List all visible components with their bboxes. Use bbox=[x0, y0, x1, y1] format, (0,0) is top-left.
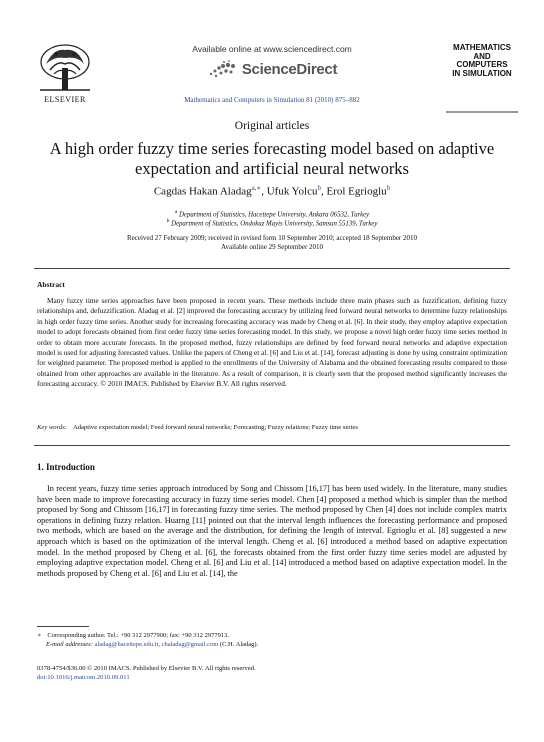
email-links[interactable]: aladag@hacettepe.edu.tr, chaladag@gmail.com bbox=[94, 641, 219, 648]
introduction-text: In recent years, fuzzy time series approach introduced by Song and Chissom [16,17] has been used widely. In the literature, many studies have been made to improve forecasting accuracy in fuzzy time series model. Chen [4] proposed a method which is simpler than the method proposed by Song and Chissom [16,17] in forecasting fuzzy time series. The method proposed by Chen [4] does not include complex matrix operations in defining fuzzy relation. Huarng [11] pointed out that the interval length influences the forecasting performance and proposed two methods, which are based on the average and the distribution, for defining the length of interval. Egrioglu et al. [8] suggested a new approach which is based on the optimization of the interval length. Cheng et al. [6] introduced a method based on adaptive expectation model. In the method proposed by Cheng et al. [6], the forecasts obtained from the first order fuzzy time series model are adjusted by employing adaptive expectation model. Cheng et al. [6] and Liu et al. [14] introduced a method based on adaptive expectation model. In the methods proposed by Cheng et al. [6] and Liu et al. [14], the bbox=[37, 484, 507, 578]
journal-logo-line: MATHEMATICS bbox=[453, 43, 511, 52]
affiliation bbox=[0, 218, 544, 227]
affiliation-text: Department of Statistics, Ondokuz Mayis University, Samsun 55139, Turkey bbox=[171, 220, 378, 228]
abstract-text: Many fuzzy time series approaches have been proposed in recent years. These methods include three main phases such as fuzzification, defining fuzzy relationships and, defuzzification. Aladag et al. [2] improved the forecasting accuracy by utilizing feed forward neural networks to determine fuzzy relationships in high order fuzzy time series. Another study for increasing forecasting accuracy was made by Cheng et al. [6]. In their study, they employ adaptive expectation model to adopt forecasts obtained from first order fuzzy time series forecasting model. In this study, we propose a novel high order fuzzy time series method in order to obtain more accurate forecasts. In the proposed method, fuzzy relationships are defined by feed forward neural networks and adaptive expectation model is used for adjusting forecasted values. Unlike the papers of Cheng et al. [6] and Liu et al. [14], forecast adjusting is done by using constraint optimization for weighted parameter. The proposed method is applied to the enrollments of the University of Alabama and the obtained forecasting results compared to those obtained from other approaches are available in the literature. As a result of comparison, it is clearly seen that the proposed method significantly increases the forecasting accuracy. bbox=[37, 296, 507, 389]
author-list: Cagdas Hakan Aladag$^{a,∗}$, Ufuk Yolcu$^b$, Erol Egrioglu$^b$ bbox=[153, 184, 391, 198]
section-heading: 1. Introduction bbox=[37, 462, 95, 472]
header-divider bbox=[34, 268, 510, 269]
footnote-email bbox=[37, 640, 516, 649]
footnote-contact: Corresponding author. Tel.: +90 312 2977900; fax: +90 312 2977913. bbox=[47, 632, 229, 639]
abstract-body bbox=[37, 296, 507, 390]
affiliation bbox=[0, 209, 544, 218]
keywords-label: Key words: bbox=[37, 424, 67, 431]
footnote-marker: ∗ bbox=[37, 632, 42, 639]
issn-line: 0378-4754/$36.00 © 2010 IMACS. Published by Elsevier B.V. All rights reserved. bbox=[37, 665, 256, 672]
journal-logo-line: IN SIMULATION bbox=[452, 68, 512, 78]
author-affiliation-mark[interactable]: a,∗ bbox=[251, 184, 262, 192]
article-type: Original articles bbox=[234, 120, 310, 132]
sciencedirect-dots-icon bbox=[207, 60, 237, 78]
journal-citation[interactable]: Mathematics and Computers in Simulation 81 (2010) 875–882 bbox=[184, 96, 360, 104]
abstract-divider bbox=[34, 445, 510, 446]
affiliation-text: Department of Statistics, Hacettepe University, Ankara 06532, Turkey bbox=[179, 211, 370, 219]
doi-link[interactable]: doi:10.1016/j.matcom.2010.09.011 bbox=[37, 674, 130, 681]
article-title: A high order fuzzy time series forecasting model based on adaptive expectation and artificial neural networks bbox=[49, 139, 495, 178]
journal-logo bbox=[446, 44, 518, 78]
abstract-copyright: © 2010 IMACS. Published by Elsevier B.V. All rights reserved. bbox=[100, 379, 287, 389]
journal-logo-line: COMPUTERS bbox=[456, 60, 508, 69]
author-affiliation-mark[interactable]: b bbox=[386, 184, 391, 192]
received-dates: Received 27 February 2009; received in revised form 10 September 2010; accepted 18 September 2010 bbox=[126, 234, 418, 242]
email-label: E-mail addresses: bbox=[46, 641, 93, 648]
available-date: Available online 29 September 2010 bbox=[220, 243, 324, 251]
journal-logo-underline bbox=[446, 111, 518, 113]
journal-logo-line: AND bbox=[473, 51, 491, 61]
author-name: Cagdas Hakan Aladag bbox=[153, 185, 252, 198]
email-owner: (C.H. Aladag). bbox=[219, 641, 259, 648]
available-online-text: Available online at www.sciencedirect.com bbox=[192, 44, 352, 54]
footnote-divider bbox=[37, 626, 89, 627]
affiliation-mark: b bbox=[166, 218, 170, 224]
keywords bbox=[37, 424, 507, 431]
abstract-heading: Abstract bbox=[37, 280, 65, 289]
keywords-list: Adaptive expectation model; Feed forward neural networks; Forecasting; Fuzzy relations; Fuzzy time series bbox=[72, 424, 358, 431]
footnote-corresponding bbox=[37, 631, 507, 640]
author-affiliation-mark[interactable]: b bbox=[317, 184, 321, 192]
publisher-name: ELSEVIER bbox=[44, 95, 86, 104]
author-name: Ufuk Yolcu bbox=[266, 185, 318, 198]
brand-name: ScienceDirect bbox=[241, 60, 338, 78]
affiliation-mark: a bbox=[174, 209, 178, 215]
author-name: Erol Egrioglu bbox=[326, 185, 387, 198]
